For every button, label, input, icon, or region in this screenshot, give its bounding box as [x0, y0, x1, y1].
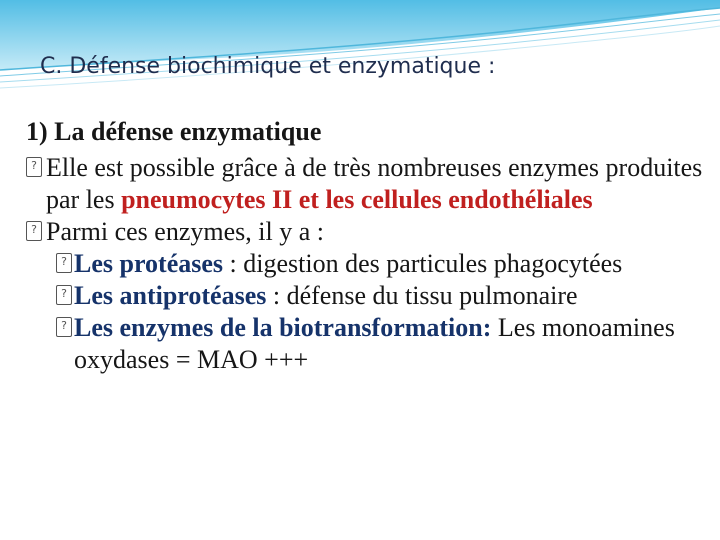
bullet-marker-icon: ? — [56, 253, 72, 273]
slide-title: C. Défense biochimique et enzymatique : — [40, 54, 496, 79]
term-biotransformation: Les enzymes de la biotransformation: — [74, 313, 492, 342]
slide-content — [26, 116, 706, 376]
bullet-enzymes-origin: ? Elle est possible grâce à de très nombreuses enzymes produites par les pneumocytes II et les cellules endothéliales — [26, 152, 706, 216]
bullet-marker-icon: ? — [56, 285, 72, 305]
term-proteases: Les protéases — [74, 249, 224, 278]
term-antiproteases: Les antiprotéases — [74, 281, 267, 310]
bullet-marker-icon: ? — [26, 157, 42, 177]
bullet-marker-icon: ? — [56, 317, 72, 337]
bullet-marker-icon: ? — [26, 221, 42, 241]
subbullet-biotransformation: ? Les enzymes de la biotransformation: Les monoamines oxydases = MAO +++ — [56, 312, 706, 376]
subbullet-antiproteases: ? Les antiprotéases : défense du tissu pulmonaire — [56, 280, 706, 312]
section-heading: 1) La défense enzymatique — [26, 117, 322, 146]
subbullet-proteases: ? Les protéases : digestion des particules phagocytées — [56, 248, 706, 280]
highlight-cells: pneumocytes II et les cellules endothéliales — [121, 185, 593, 214]
bullet-enzymes-list-intro: ? Parmi ces enzymes, il y a : — [26, 216, 706, 248]
